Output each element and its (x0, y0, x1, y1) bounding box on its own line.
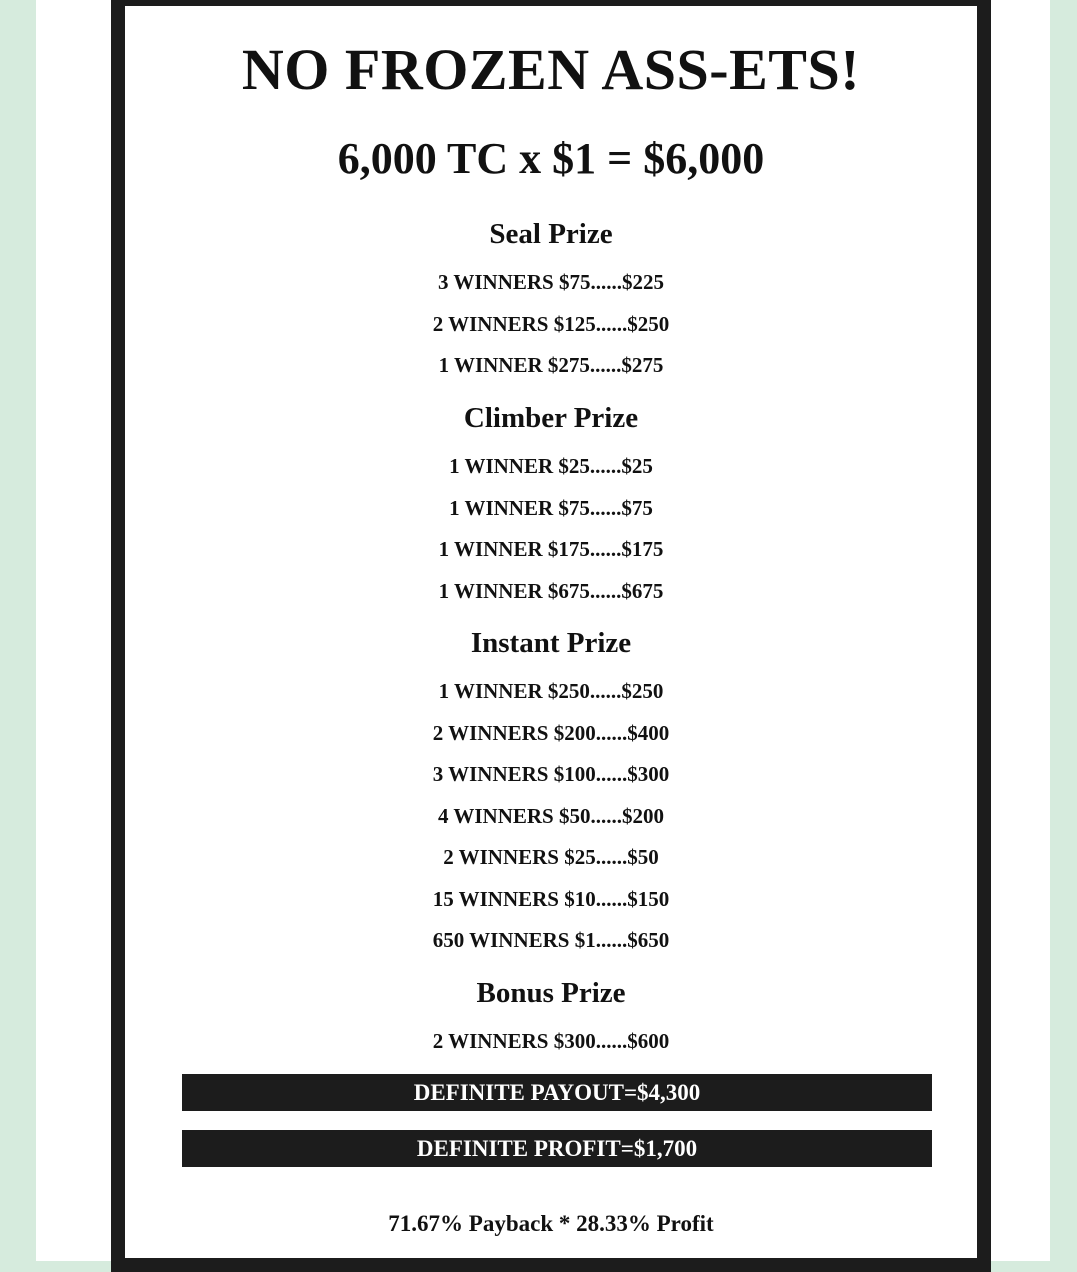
prize-line: 1 WINNER $25......$25 (449, 454, 653, 478)
prize-line: 2 WINNERS $125......$250 (432, 312, 670, 336)
prize-line: 3 WINNERS $75......$225 (438, 270, 664, 294)
definite-payout-bar: DEFINITE PAYOUT=$4,300 (182, 1074, 932, 1111)
section-title-bonus: Bonus Prize (476, 977, 626, 1009)
prize-line: 1 WINNER $675......$675 (438, 579, 664, 603)
prize-line: 15 WINNERS $10......$150 (432, 887, 670, 911)
section-title-seal: Seal Prize (489, 218, 613, 250)
page (36, 0, 1050, 1261)
prize-line: 1 WINNER $275......$275 (438, 353, 664, 377)
definite-profit-bar: DEFINITE PROFIT=$1,700 (182, 1130, 932, 1167)
prize-line: 2 WINNERS $300......$600 (432, 1029, 670, 1053)
prize-line: 2 WINNERS $200......$400 (432, 721, 670, 745)
section-title-climber: Climber Prize (463, 402, 639, 434)
main-title: NO FROZEN ASS-ETS! (241, 37, 861, 102)
prize-line: 2 WINNERS $25......$50 (443, 845, 659, 869)
subtitle: 6,000 TC x $1 = $6,000 (337, 134, 765, 183)
prize-line: 4 WINNERS $50......$200 (438, 804, 664, 828)
payback-footer: 71.67% Payback * 28.33% Profit (388, 1211, 714, 1236)
prize-card (111, 0, 991, 1272)
prize-line: 1 WINNER $250......$250 (438, 679, 664, 703)
prize-line: 650 WINNERS $1......$650 (432, 928, 670, 952)
prize-line: 3 WINNERS $100......$300 (432, 762, 670, 786)
prize-line: 1 WINNER $75......$75 (449, 496, 653, 520)
prize-line: 1 WINNER $175......$175 (438, 537, 664, 561)
section-title-instant: Instant Prize (470, 627, 632, 659)
